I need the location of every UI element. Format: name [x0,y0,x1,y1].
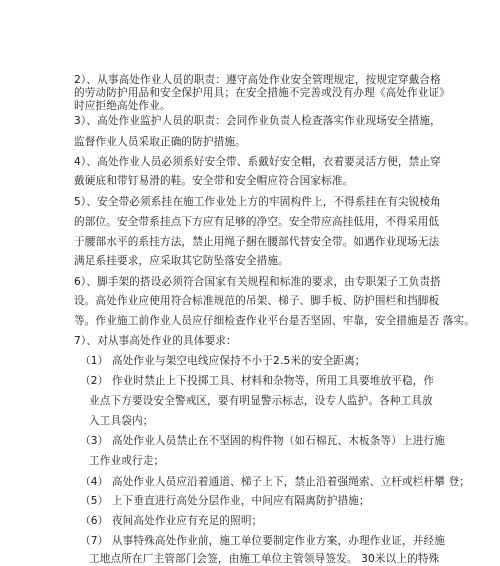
list-item-text: 业点下方要设安全警戒区，要有明显警示标志，设专人监护。各种工具放 [89,395,433,407]
text-line: 时应拒绝高处作业。 [74,100,171,112]
text-line: 戴硬底和带钉易滑的鞋。安全带和安全帽应符合国家标准。 [74,175,354,187]
list-item-text: （7） 从事特殊高处作业前，施工单位要制定作业方案，办理作业证，并经施 [80,535,445,547]
list-item-text: 工作业或行走； [89,455,165,467]
text-line: 5）、安全带必须系挂在施工作业处上方的牢固构件上，不得系挂在有尖锐棱角 [74,196,441,208]
text-line: 3）、高处作业监护人员的职责：会同作业负责人检查落实作业现场安全措施， [74,115,441,127]
list-item-text: 入工具袋内； [89,415,154,427]
list-item-text: （2） 作业时禁止上下投掷工具、材料和杂物等，所用工具要堆放平稳，作 [80,375,435,387]
text-line: 设。高处作业应使用符合标准规范的吊架、梯子、脚手板、防护围栏和挡脚板 [74,295,440,307]
text-line: 2）、从事高处作业人员的职责：遵守高处作业安全管理规定，按规定穿戴合格 [74,74,441,86]
list-item-text: 工地点所在厂主管部门会签，由施工单位主管领导签发。 30米以上的特殊 [89,553,440,565]
text-line: 等。作业施工前作业人员应仔细检查作业平台是否坚固、牢靠，安全措施是否 落实。 [74,315,476,327]
text-line: 6）、脚手架的搭设必须符合国家有关规程和标准的要求，由专职架子工负责搭 [74,276,441,288]
text-line: 的部位。安全带系挂点下方应有足够的净空。安全带应高挂低用，不得采用低 [74,216,440,228]
text-line: 7）、对从事高处作业的具体要求： [74,335,237,347]
list-item-text: （4） 高处作业人员应沿着通道、梯子上下，禁止沿着强绳索、立杆或栏杆攀 登； [80,476,470,488]
text-line: 4）、高处作业人员必须系好安全带、系戴好安全帽，衣着要灵活方便，禁止穿 [74,156,441,168]
list-item-text: （6） 夜间高处作业应有充足的照明； [80,515,263,527]
list-item-text: （3） 高处作业人员禁止在不坚固的构件物（如石棉瓦、木板条等）上进行施 [80,435,445,447]
text-line: 的劳动防护用品和安全保护用具；在安全措施不完善或没有办理《高处作业证》 [74,87,451,99]
text-line: 于腰部水平的系挂方法，禁止用绳子捆在腰部代替安全带。如遇作业现场无法 [74,236,440,248]
list-item-text: （5） 上下垂直进行高处分层作业，中间应有隔离防护措施； [80,495,370,507]
text-line: 满足系挂要求，应采取其它防坠落安全措施。 [74,255,289,267]
text-line: 监督作业人员采取正确的防护措施。 [74,136,246,148]
list-item-text: （1） 高处作业与架空电线应保持不小于2.5米的安全距离； [80,355,366,367]
